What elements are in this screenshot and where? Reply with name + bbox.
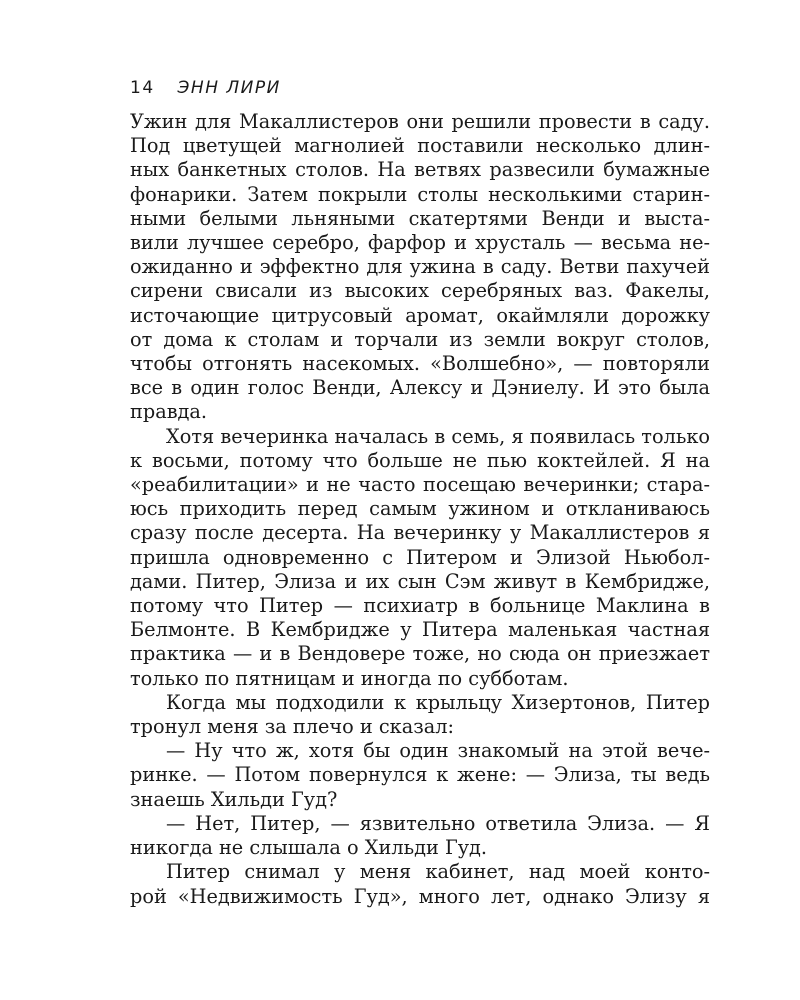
running-head-author: ЭНН ЛИРИ <box>177 78 281 98</box>
text-line: Когда мы подходили к крыльцу Хизертонов, Питер <box>166 690 710 714</box>
text-line: Питер снимал у меня кабинет, над моей конто- <box>166 860 710 884</box>
text-line: чтобы отгонять насекомых. «Волшебно», — повторяли <box>130 352 710 376</box>
text-line: ожиданно и эффектно для ужина в саду. Ветви пахучей <box>130 255 710 279</box>
text-line: «реабилитации» и не часто посещаю вечеринки; стара- <box>130 473 710 497</box>
text-line: дами. Питер, Элиза и их сын Сэм живут в Кембридже, <box>130 569 710 593</box>
text-line: потому что Питер — психиатр в больнице Маклина в <box>130 594 710 618</box>
text-line: все в один голос Венди, Алексу и Дэниелу. И это была <box>130 376 710 400</box>
text-line: только по пятницам и иногда по субботам. <box>130 666 569 690</box>
text-line: Белмонте. В Кембридже у Питера маленькая частная <box>130 618 710 642</box>
paragraph <box>130 739 710 812</box>
text-line: вили лучшее серебро, фарфор и хрусталь — весьма не- <box>130 231 710 255</box>
text-line: тронул меня за плечо и сказал: <box>130 715 454 739</box>
paragraph <box>130 860 710 908</box>
text-line: Ужин для Макаллистеров они решили провести в саду. <box>130 110 710 133</box>
paragraph <box>130 691 710 739</box>
text-line: ринке. — Потом повернулся к жене: — Элиза, ты ведь <box>130 763 710 787</box>
text-line: источающие цитрусовый аромат, окаймляли дорожку <box>130 303 710 327</box>
text-line: — Ну что ж, хотя бы один знакомый на этой вече- <box>166 739 710 763</box>
text-line: юсь приходить перед самым ужином и откланиваюсь <box>130 497 710 521</box>
text-line: от дома к столам и торчали из земли вокруг столов, <box>130 327 710 351</box>
text-line: рой «Недвижимость Гуд», много лет, однако Элизу я <box>130 884 710 908</box>
text-line: фонарики. Затем покрыли столы несколькими старин- <box>130 182 710 206</box>
text-line: — Нет, Питер, — язвительно ответила Элиза. — Я <box>166 811 710 835</box>
text-line: сирени свисали из высоких серебряных ваз. Факелы, <box>130 279 710 303</box>
paragraph <box>130 425 710 691</box>
text-line: знаешь Хильди Гуд? <box>130 787 338 811</box>
text-line: ных банкетных столов. На ветвях развесили бумажные <box>130 158 710 182</box>
text-line: правда. <box>130 400 208 424</box>
text-line: к восьми, потому что больше не пью коктейлей. Я на <box>130 448 710 472</box>
running-head <box>130 78 281 98</box>
page-number: 14 <box>130 78 155 98</box>
text-line: пришла одновременно с Питером и Элизой Ньюбол- <box>130 545 710 569</box>
body-text <box>130 110 710 909</box>
text-line: ными белыми льняными скатертями Венди и выста- <box>130 206 710 230</box>
paragraph <box>130 812 710 860</box>
text-line: практика — и в Вендовере тоже, но сюда он приезжает <box>130 642 710 666</box>
text-line: Под цветущей магнолией поставили несколько длин- <box>130 134 710 158</box>
text-line: Хотя вечеринка началась в семь, я появилась только <box>166 424 710 448</box>
text-line: никогда не слышала о Хильди Гуд. <box>130 836 488 860</box>
paragraph <box>130 110 710 425</box>
text-line: сразу после десерта. На вечеринку у Макаллистеров я <box>130 521 710 545</box>
